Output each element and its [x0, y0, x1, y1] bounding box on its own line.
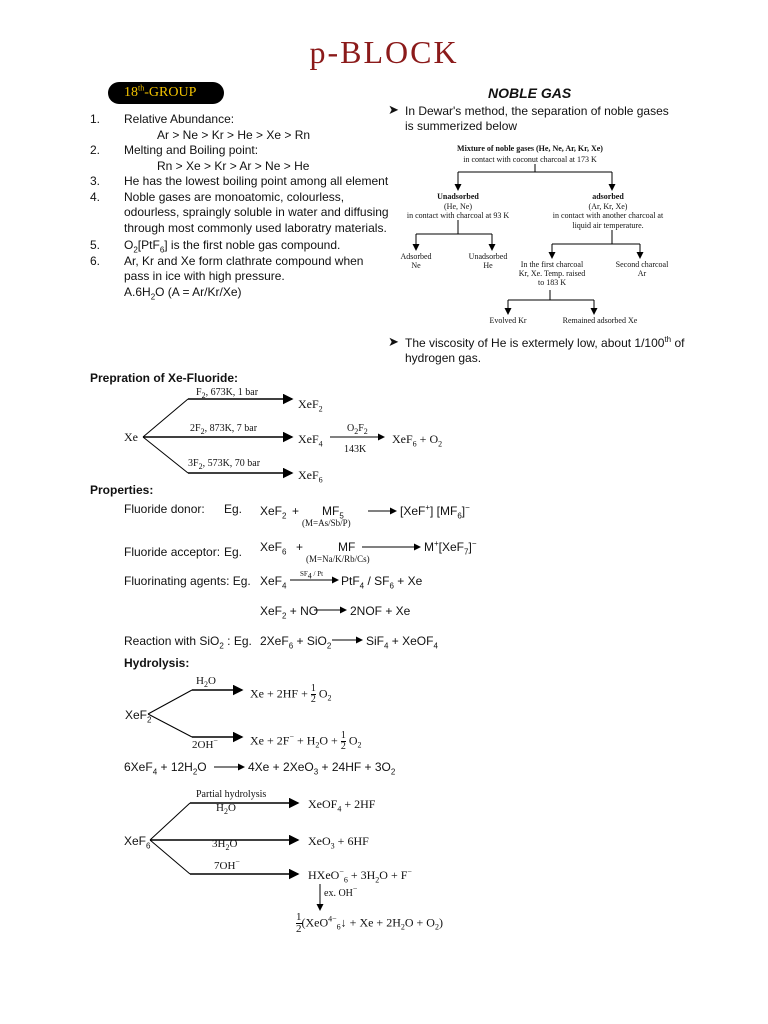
eg-label: Eg. — [224, 545, 243, 559]
h2o-condition: $H_2O$ — [196, 675, 216, 690]
cond-1: $F_2$, 673K, 1 bar — [196, 387, 259, 400]
acceptor-product: M+[XeF$_7$]− — [424, 539, 477, 557]
temp-143k: 143K — [344, 444, 367, 455]
product-xef2: XeF$_2$ — [298, 397, 323, 414]
acceptor-reactant-2: MF — [338, 540, 356, 554]
acceptor-note: (M=Na/K/Rb/Cs) — [306, 554, 370, 564]
excess-oh-label: ex. OH− — [324, 884, 358, 899]
list-item: 6. Ar, Kr and Xe form clathrate compound when pass in ice with high pressure. $A.6H_2O$ (A = Ar/Kr/Xe) — [90, 253, 364, 301]
arrow-bullet-icon: ➤ — [388, 334, 399, 349]
flow-adsorbed-ne: Adsorbed Ne — [400, 252, 432, 270]
fluorinating-reactant-2: XeF$_2$ + NO — [260, 604, 319, 621]
fluorinating-product: $PtF_4 / SF_6 + Xe$ — [341, 574, 423, 591]
o2f2-reagent: $O_2F_2$ — [347, 423, 368, 436]
product-xef4: XeF$_4$ — [298, 432, 323, 449]
xef2-product-1: Xe + 2HF + $\frac{1}{2}$ $O_2$ — [250, 683, 332, 705]
eg-label: Eg. — [224, 502, 243, 516]
sio2-reactants: 2XeF$_6$ + SiO$_2$ — [260, 634, 332, 651]
xef6-product-1: XeOF$_4$ + 2HF — [308, 797, 376, 814]
xef4-hydrolysis-reactants: $6XeF_4 + 12H_2O$ — [124, 760, 207, 777]
product-xef6: XeF$_6$ — [298, 468, 323, 485]
xef4-hydrolysis-products: $4Xe + 2XeO_3 + 24HF + 3O_2$ — [248, 760, 396, 777]
preparation-heading: Prepration of Xe-Fluoride: — [90, 371, 239, 385]
properties-heading: Properties: — [90, 483, 154, 497]
plus-sign: + — [292, 504, 300, 518]
list-item: 3. He has the lowest boiling point among all element — [90, 174, 389, 188]
xef2-product-2: $Xe + 2F^- + H_2O$ + $\frac{1}{2}$ $O_2$ — [250, 730, 362, 752]
list-item: 2. Melting and Boiling point: Rn > Xe > Kr > Ar > Ne > He — [90, 143, 310, 173]
fluorinating-reactant: XeF$_4$ — [260, 574, 287, 591]
fluorinating-product-2: 2NOF + Xe — [350, 604, 411, 618]
list-item: 4. Noble gases are monoatomic, colourless, odourless, spraingly soluble in water and diffusing through most commonly used laboratry materials. — [90, 189, 389, 235]
flow-evolved-kr: Evolved Kr — [489, 316, 527, 325]
oh-condition-2: 7OH− — [214, 857, 240, 872]
dewar-note: In Dewar's method, the separation of noble gases is summerized below — [405, 104, 669, 133]
page-title: p-BLOCK — [309, 34, 459, 70]
fluorinating-label: Fluorinating agents: Eg. — [124, 574, 251, 588]
product-xef6-o2: $XeF_6 + O_2$ — [392, 432, 443, 449]
sio2-label: Reaction with SiO$_2$ : Eg. — [124, 634, 252, 651]
flow-right-sub2: liquid air temperature. — [572, 221, 644, 230]
plus-sign: + — [296, 540, 304, 554]
donor-note: (M=As/Sb/P) — [302, 518, 351, 528]
noble-gas-heading: NOBLE GAS — [488, 85, 572, 101]
flow-root-sub: in contact with coconut charcoal at 173 K — [463, 155, 597, 164]
flow-unadsorbed-he: Unadsorbed He — [468, 252, 508, 270]
flow-left-gases: (He, Ne) — [444, 202, 472, 211]
donor-reactant-1: XeF$_2$ — [260, 504, 287, 521]
cond-2: $2F_2$, 873K, 7 bar — [190, 423, 258, 436]
flow-right-gases: (Ar, Kr, Xe) — [588, 202, 628, 211]
sio2-products: SiF$_4$ + XeOF$_4$ — [366, 634, 438, 651]
list-item: 1. Relative Abundance: Ar > Ne > Kr > He > Xe > Rn — [90, 112, 311, 142]
xef6-product-3: HXeO−$_6$ + $3H_2O + F^-$ — [308, 867, 412, 885]
partial-hydrolysis-label: Partial hydrolysis — [196, 789, 267, 800]
oh-condition: 2OH− — [192, 736, 218, 751]
flow-right-sub1: in contact with another charcoal at — [552, 211, 664, 220]
fluoride-donor-label: Fluoride donor: — [124, 502, 205, 516]
xe-reactant: Xe — [124, 430, 138, 444]
flow-remained-xe: Remained adsorbed Xe — [562, 316, 638, 325]
group-badge: 18th-GROUP — [108, 82, 224, 104]
xef6-product-2: XeO$_3$ + 6HF — [308, 834, 369, 851]
flow-right-title: adsorbed — [592, 192, 624, 201]
h2o-condition-3: $3H_2O$ — [212, 838, 238, 853]
xef6-product-4: $\frac{1}{2}$ (XeO$^{4-}_6$↓ + $Xe + 2H_2O + O_2$) — [296, 911, 443, 935]
xef2-reactant: XeF$_2$ — [125, 708, 152, 725]
flow-first-charcoal: In the first charcoal Kr, Xe. Temp. raised to 183 K — [518, 260, 586, 287]
flow-second-charcoal: Second charcoal Ar — [615, 260, 669, 278]
fluoride-acceptor-label: Fluoride acceptor: — [124, 545, 221, 559]
arrow-bullet-icon: ➤ — [388, 102, 399, 117]
list-item: 5. $O_2[PtF_6]$ is the first noble gas compound. — [90, 238, 341, 255]
flow-left-title: Unadsorbed — [437, 192, 479, 201]
flow-root-title: Mixture of noble gases (He, Ne, Ar, Kr, Xe) — [457, 144, 603, 153]
cond-3: $3F_2$, 573K, 70 bar — [188, 458, 261, 471]
fluorinating-catalyst: $SF_4$ / Pt — [300, 570, 324, 581]
hydrolysis-heading: Hydrolysis: — [124, 656, 190, 670]
donor-product: [XeF+] $[MF_6]^-$ — [400, 503, 470, 521]
flow-left-sub: in contact with charcoal at 93 K — [406, 211, 510, 220]
donor-reactant-2: $MF_5$ — [322, 504, 344, 521]
viscosity-note: The viscosity of He is extermely low, about 1/100th of hydrogen gas. — [405, 335, 685, 365]
acceptor-reactant-1: XeF$_6$ — [260, 540, 287, 557]
h2o-condition-2: $H_2O$ — [216, 802, 236, 817]
xef6-reactant: XeF$_6$ — [124, 834, 151, 851]
